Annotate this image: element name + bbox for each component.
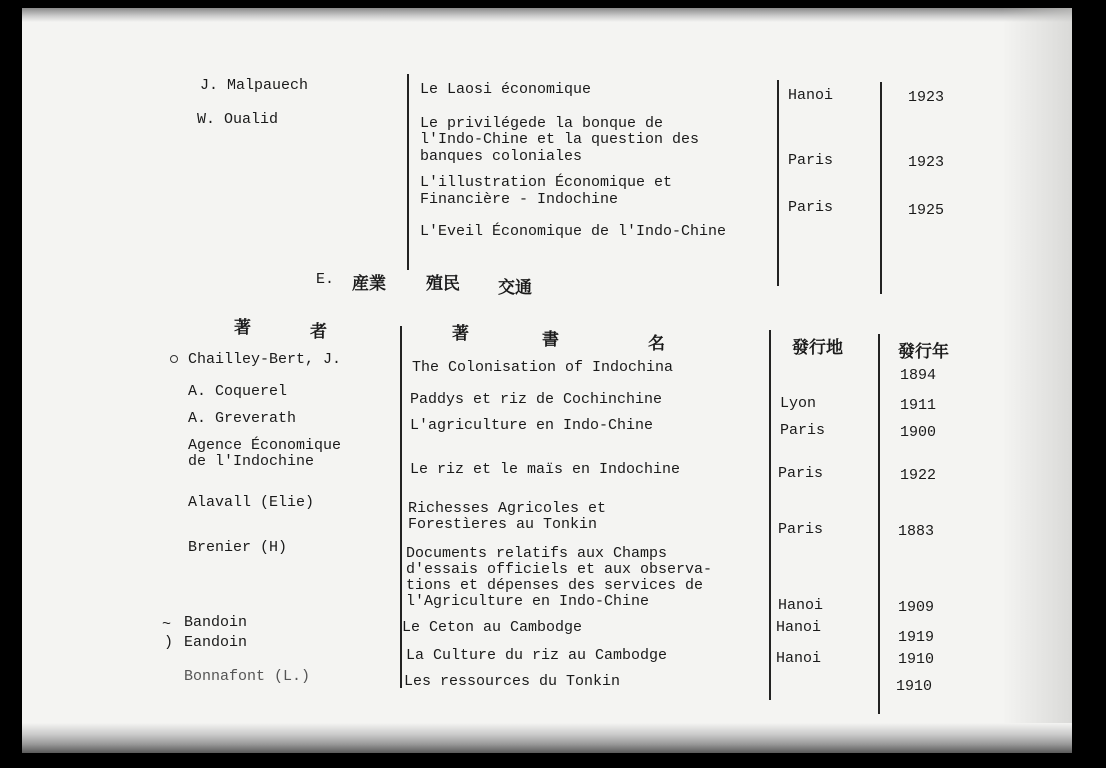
title-text: l'Agriculture en Indo-Chine	[406, 593, 650, 610]
year-text: 1919	[898, 629, 935, 646]
title-text: Documents relatifs aux Champs	[406, 545, 668, 562]
place-text: Hanoi	[778, 597, 824, 614]
place-text: Hanoi	[776, 650, 822, 667]
margin-mark: ~	[162, 616, 172, 633]
place-text: Hanoi	[788, 87, 834, 104]
author-text: Brenier (H)	[188, 539, 288, 556]
author-text: Chailley-Bert, J.	[188, 351, 342, 368]
column-rule	[400, 326, 402, 688]
section-heading-word: 交通	[498, 278, 532, 298]
title-text: L'agriculture en Indo-Chine	[410, 417, 654, 434]
header-author-char: 著	[234, 318, 251, 338]
title-text: Le privilégede la bonque de	[420, 115, 664, 132]
column-rule	[777, 80, 779, 286]
year-text: 1910	[896, 678, 933, 695]
title-text: d'essais officiels et aux observa-	[406, 561, 713, 578]
margin-mark: )	[164, 634, 174, 651]
title-text: l'Indo-Chine et la question des	[420, 131, 700, 148]
year-text: 1883	[898, 523, 935, 540]
title-text: La Culture du riz au Cambodge	[406, 647, 668, 664]
header-title-char: 書	[542, 330, 559, 350]
title-text: L'illustration Économique et	[420, 174, 673, 191]
column-rule	[769, 330, 771, 700]
year-text: 1910	[898, 651, 935, 668]
author-text: Eandoin	[184, 634, 248, 651]
place-text: Paris	[788, 199, 834, 216]
place-text: Paris	[778, 465, 824, 482]
section-heading-word: 産業	[352, 274, 386, 294]
year-text: 1909	[898, 599, 935, 616]
author-text: W. Oualid	[197, 111, 279, 128]
header-author-char: 者	[310, 322, 327, 342]
author-text: A. Coquerel	[188, 383, 288, 400]
page-bottom-edge	[22, 723, 1072, 753]
title-text: The Colonisation of Indochina	[412, 359, 674, 376]
page-top-edge	[22, 8, 1072, 22]
year-text: 1925	[908, 202, 945, 219]
header-year: 發行年	[898, 342, 949, 362]
section-heading-word: 殖民	[426, 274, 460, 294]
bullet-mark	[170, 355, 178, 363]
column-rule	[407, 74, 409, 270]
header-title-char: 著	[452, 324, 469, 344]
page-right-shadow	[1002, 8, 1072, 753]
title-text: Le Laosi économique	[420, 81, 592, 98]
year-text: 1922	[900, 467, 937, 484]
column-rule	[878, 334, 880, 714]
author-text: A. Greverath	[188, 410, 297, 427]
column-rule	[880, 82, 882, 294]
title-text: banques coloniales	[420, 148, 583, 165]
author-text: Bandoin	[184, 614, 248, 631]
year-text: 1894	[900, 367, 937, 384]
header-place: 發行地	[792, 338, 843, 358]
place-text: Paris	[778, 521, 824, 538]
author-text: Bonnafont (L.)	[184, 668, 311, 685]
year-text: 1911	[900, 397, 937, 414]
document-page	[22, 8, 1072, 753]
title-text: Financière - Indochine	[420, 191, 619, 208]
author-text: Alavall (Elie)	[188, 494, 315, 511]
title-text: Le Ceton au Cambodge	[402, 619, 583, 636]
title-text: Richesses Agricoles et	[408, 500, 607, 517]
title-text: L'Eveil Économique de l'Indo-Chine	[420, 223, 727, 240]
place-text: Paris	[788, 152, 834, 169]
title-text: Forestìeres au Tonkin	[408, 516, 598, 533]
title-text: Paddys et riz de Cochinchine	[410, 391, 663, 408]
title-text: Les ressources du Tonkin	[404, 673, 621, 690]
header-title-char: 名	[648, 334, 665, 354]
year-text: 1923	[908, 89, 945, 106]
place-text: Paris	[780, 422, 826, 439]
year-text: 1900	[900, 424, 937, 441]
place-text: Hanoi	[776, 619, 822, 636]
title-text: tions et dépenses des services de	[406, 577, 704, 594]
year-text: 1923	[908, 154, 945, 171]
place-text: Lyon	[780, 395, 817, 412]
section-letter: E.	[316, 271, 335, 288]
author-text: de l'Indochine	[188, 453, 315, 470]
author-text: Agence Économique	[188, 437, 342, 454]
author-text: J. Malpauech	[200, 77, 309, 94]
title-text: Le riz et le maïs en Indochine	[410, 461, 681, 478]
